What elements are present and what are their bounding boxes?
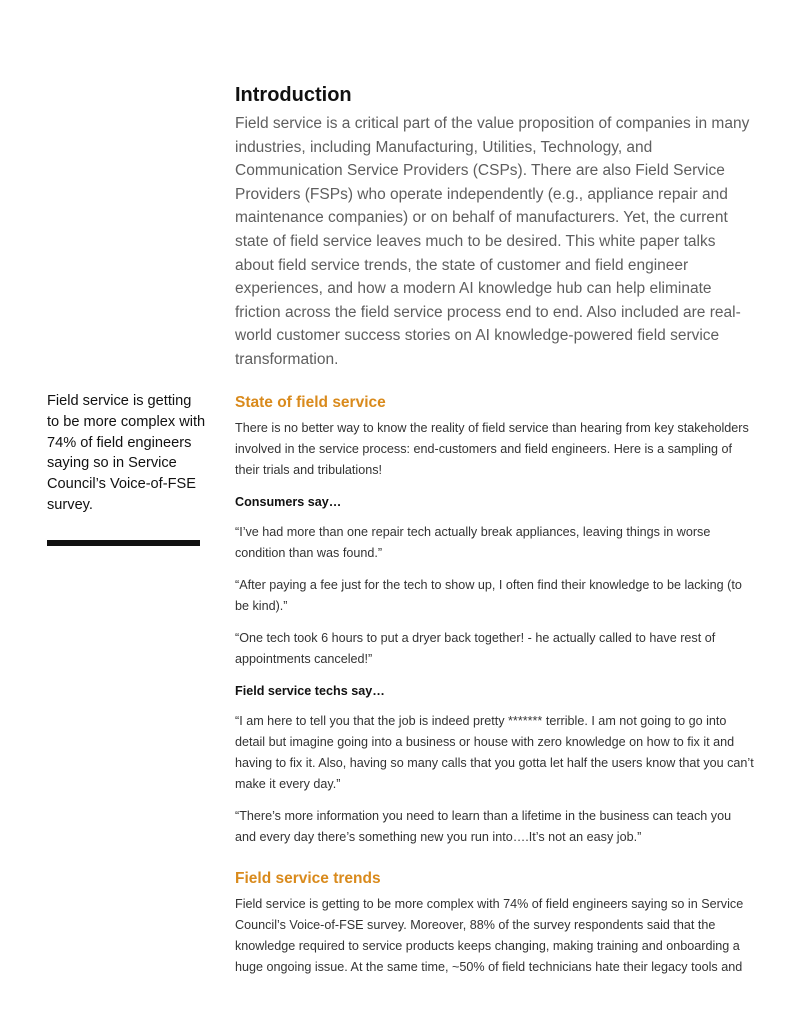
consumer-quote: “After paying a fee just for the tech to show up, I often find their knowledge to be lacking (to be kind).” [235, 577, 742, 613]
sidebar [47, 391, 207, 546]
trends-heading: Field service trends [235, 869, 381, 887]
intro-heading: Introduction [235, 84, 352, 106]
consumer-quote: “One tech took 6 hours to put a dryer back together! - he actually called to have rest of appointments canceled!” [235, 630, 716, 666]
state-body: There is no better way to know the reality of field service than hearing from key stakeholders involved in the service process: end-customers and field engineers. Here is a sampling of their trials and tribulations! [235, 420, 749, 477]
state-heading: State of field service [235, 393, 386, 411]
consumers-heading: Consumers say… [235, 494, 342, 509]
trends-body: Field service is getting to be more complex with 74% of field engineers saying so in Service Council’s Voice-of-FSE survey. Moreover, 88% of the survey respondents said that the knowledge required to service products keeps changing, making training and onboarding a huge ongoing issue. At the same time, ~50% of field technicians hate their legacy tools and [235, 896, 744, 974]
techs-heading: Field service techs say… [235, 683, 385, 698]
tech-quote: “I am here to tell you that the job is indeed pretty ******* terrible. I am not going to go into detail but imagine going into a business or house with zero knowledge on how to fix it and having to fix it. Also, having so many calls that you gotta let half the users know that you can’t make it every day.” [235, 713, 754, 791]
intro-body: Field service is a critical part of the value proposition of companies in many industries, including Manufacturing, Utilities, Technology, and Communication Service Providers (CSPs). There are also Field Service Providers (FSPs) who operate independently (e.g., appliance repair and maintenance companies) or on behalf of manufacturers. Yet, the current state of field service leaves much to be desired. This white paper talks about field service trends, the state of customer and field engineer experiences, and how a modern AI knowledge hub can help eliminate friction across the field service process end to end. Also included are real-world customer success stories on AI knowledge-powered field service transformation. [235, 115, 750, 368]
pull-quote-rule [47, 540, 200, 546]
tech-quote: “There’s more information you need to learn than a lifetime in the business can teach you and every day there’s something new you run into….It’s not an easy job.” [235, 808, 732, 844]
main-content [235, 82, 755, 978]
pull-quote: Field service is getting to be more complex with 74% of field engineers saying so in Service Council’s Voice-of-FSE survey. [47, 393, 206, 513]
consumer-quote: “I’ve had more than one repair tech actually break appliances, leaving things in worse condition than was found.” [235, 524, 711, 560]
